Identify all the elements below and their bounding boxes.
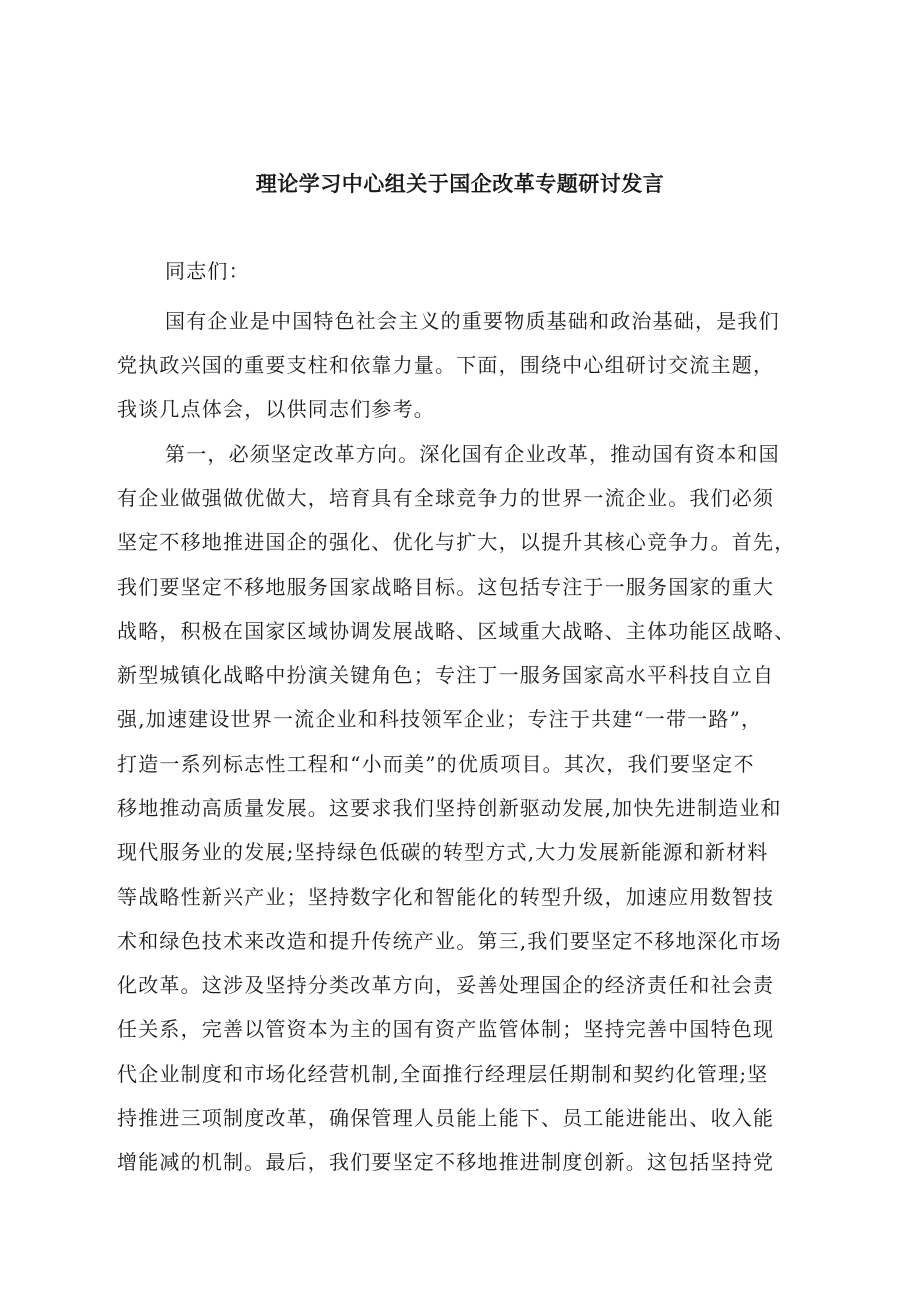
paragraph-line: 坚定不移地推进国企的强化、优化与扩大，以提升其核心竞争力。首先， bbox=[117, 530, 796, 554]
paragraph-line: 术和绿色技术来改造和提升传统产业。第三,我们要坚定不移地深化市场 bbox=[117, 929, 782, 953]
paragraph-line: 化改革。这涉及坚持分类改革方向，妥善处理国企的经济责任和社会责 bbox=[117, 973, 775, 997]
document-title: 理论学习中心组关于国企改革专题研讨发言 bbox=[255, 172, 665, 196]
paragraph-line: 强,加速建设世界一流企业和科技领军企业；专注于共建“一带一路”， bbox=[117, 707, 763, 731]
paragraph-line: 等战略性新兴产业；坚持数字化和智能化的转型升级，加速应用数智技 bbox=[117, 885, 775, 909]
paragraph-line: 移地推动高质量发展。这要求我们坚持创新驱动发展,加快先进制造业和 bbox=[117, 796, 782, 820]
paragraph-line: 持推进三项制度改革，确保管理人员能上能下、员工能进能出、收入能 bbox=[117, 1106, 775, 1130]
paragraph-line: 有企业做强做优做大，培育具有全球竞争力的世界一流企业。我们必须 bbox=[117, 486, 775, 510]
paragraph-line: 打造一系列标志性工程和“小而美”的优质项目。其次，我们要坚定不 bbox=[117, 752, 755, 776]
salutation: 同志们： bbox=[165, 259, 250, 283]
paragraph-line: 我们要坚定不移地服务国家战略目标。这包括专注于一服务国家的重大 bbox=[117, 575, 775, 599]
paragraph-line: 党执政兴国的重要支柱和依靠力量。下面，围绕中心组研讨交流主题， bbox=[117, 353, 775, 377]
paragraph-line: 我谈几点体会，以供同志们参考。 bbox=[117, 397, 435, 421]
paragraph-line: 第一，必须坚定改革方向。深化国有企业改革，推动国有资本和国 bbox=[165, 442, 780, 466]
paragraph-line: 国有企业是中国特色社会主义的重要物质基础和政治基础，是我们 bbox=[165, 309, 780, 333]
paragraph-line: 新型城镇化战略中扮演关键角色；专注丁一服务国家高水平科技自立自 bbox=[117, 663, 775, 687]
paragraph-line: 战略，积极在国家区域协调发展战略、区域重大战略、主体功能区战略、 bbox=[117, 619, 796, 643]
paragraph-line: 代企业制度和市场化经营机制,全面推行经理层任期制和契约化管理;坚 bbox=[117, 1062, 769, 1086]
paragraph-line: 现代服务业的发展;坚持绿色低碳的转型方式,大力发展新能源和新材料 bbox=[117, 840, 769, 864]
paragraph-line: 增能减的机制。最后，我们要坚定不移地推进制度创新。这包括坚持党 bbox=[117, 1150, 775, 1174]
paragraph-line: 任关系，完善以管资本为主的国有资产监管体制；坚持完善中国特色现 bbox=[117, 1017, 775, 1041]
